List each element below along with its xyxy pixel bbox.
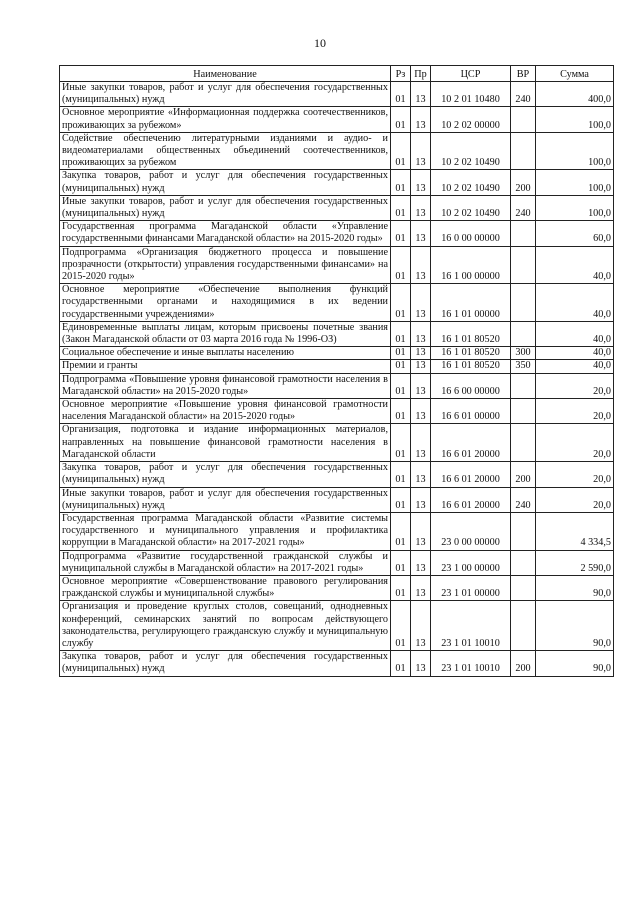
table-row: [60, 221, 614, 246]
cell-pr: 13: [411, 360, 431, 373]
cell-name: Основное мероприятие «Информационная поддержка соотечественников, проживающих за рубежом»: [60, 107, 391, 132]
cell-sum: 20,0: [536, 487, 614, 512]
cell-name: Иные закупки товаров, работ и услуг для обеспечения государственных (муниципальных) нужд: [60, 82, 391, 107]
table-row: [60, 373, 614, 398]
cell-csr: 23 1 01 10010: [431, 651, 511, 676]
cell-name: Иные закупки товаров, работ и услуг для обеспечения государственных (муниципальных) нужд: [60, 195, 391, 220]
cell-csr: 16 6 01 20000: [431, 487, 511, 512]
cell-pr: 13: [411, 221, 431, 246]
cell-vr: [511, 373, 536, 398]
table-row: [60, 132, 614, 170]
cell-name: Подпрограмма «Развитие государственной гражданской службы и муниципальной службы в Магаданской области» на 2017-2021 годы»: [60, 550, 391, 575]
cell-pr: 13: [411, 651, 431, 676]
cell-rz: 01: [391, 550, 411, 575]
table-row: [60, 487, 614, 512]
cell-vr: [511, 399, 536, 424]
cell-csr: 10 2 02 00000: [431, 107, 511, 132]
cell-rz: 01: [391, 195, 411, 220]
table-row: [60, 601, 614, 651]
cell-vr: 200: [511, 170, 536, 195]
cell-sum: 40,0: [536, 321, 614, 346]
header-pr: Пр: [411, 66, 431, 82]
cell-name: Закупка товаров, работ и услуг для обеспечения государственных (муниципальных) нужд: [60, 462, 391, 487]
cell-pr: 13: [411, 107, 431, 132]
cell-sum: 100,0: [536, 195, 614, 220]
cell-name: Государственная программа Магаданской области «Управление государственными финансами Магаданской области» на 2015-2020 годы»: [60, 221, 391, 246]
cell-rz: 01: [391, 221, 411, 246]
cell-name: Содействие обеспечению литературными изданиями и аудио- и видеоматериалами общественных объединений соотечественников, проживающих за рубежом: [60, 132, 391, 170]
cell-sum: 40,0: [536, 360, 614, 373]
cell-rz: 01: [391, 575, 411, 600]
table-row: [60, 82, 614, 107]
cell-rz: 01: [391, 107, 411, 132]
cell-vr: [511, 424, 536, 462]
cell-name: Подпрограмма «Повышение уровня финансовой грамотности населения в Магаданской области» на 2015-2020 годы»: [60, 373, 391, 398]
table-row: [60, 321, 614, 346]
cell-rz: 01: [391, 170, 411, 195]
cell-vr: [511, 512, 536, 550]
page-number: 10: [314, 36, 326, 50]
header-name: Наименование: [60, 66, 391, 82]
cell-pr: 13: [411, 170, 431, 195]
cell-name: Социальное обеспечение и иные выплаты населению: [60, 347, 391, 360]
cell-pr: 13: [411, 424, 431, 462]
cell-vr: 240: [511, 82, 536, 107]
cell-pr: 13: [411, 284, 431, 322]
cell-vr: [511, 221, 536, 246]
cell-rz: 01: [391, 284, 411, 322]
cell-csr: 10 2 01 10480: [431, 82, 511, 107]
cell-name: Закупка товаров, работ и услуг для обеспечения государственных (муниципальных) нужд: [60, 651, 391, 676]
table-row: [60, 360, 614, 373]
cell-rz: 01: [391, 132, 411, 170]
cell-rz: 01: [391, 399, 411, 424]
table-row: [60, 347, 614, 360]
cell-pr: 13: [411, 347, 431, 360]
cell-pr: 13: [411, 321, 431, 346]
table-row: [60, 575, 614, 600]
cell-csr: 16 1 00 00000: [431, 246, 511, 284]
cell-vr: [511, 246, 536, 284]
cell-vr: [511, 107, 536, 132]
cell-sum: 20,0: [536, 399, 614, 424]
cell-csr: 16 6 01 00000: [431, 399, 511, 424]
cell-vr: [511, 601, 536, 651]
table-row: [60, 170, 614, 195]
table-row: [60, 107, 614, 132]
header-vr: ВР: [511, 66, 536, 82]
cell-rz: 01: [391, 462, 411, 487]
table-row: [60, 246, 614, 284]
cell-csr: 23 1 01 00000: [431, 575, 511, 600]
cell-name: Закупка товаров, работ и услуг для обеспечения государственных (муниципальных) нужд: [60, 170, 391, 195]
table-row: [60, 651, 614, 676]
cell-sum: 90,0: [536, 651, 614, 676]
cell-vr: 200: [511, 651, 536, 676]
cell-sum: 20,0: [536, 462, 614, 487]
cell-pr: 13: [411, 512, 431, 550]
cell-csr: 16 6 00 00000: [431, 373, 511, 398]
cell-pr: 13: [411, 132, 431, 170]
cell-sum: 4 334,5: [536, 512, 614, 550]
cell-pr: 13: [411, 462, 431, 487]
cell-csr: 16 6 01 20000: [431, 424, 511, 462]
cell-rz: 01: [391, 601, 411, 651]
cell-name: Единовременные выплаты лицам, которым присвоены почетные звания (Закон Магаданской области от 03 марта 2016 года № 1996-ОЗ): [60, 321, 391, 346]
cell-pr: 13: [411, 195, 431, 220]
cell-name: Подпрограмма «Организация бюджетного процесса и повышение прозрачности (открытости) управления государственными финансами» на 2015-2020 годы»: [60, 246, 391, 284]
cell-vr: [511, 575, 536, 600]
cell-csr: 16 0 00 00000: [431, 221, 511, 246]
cell-sum: 100,0: [536, 170, 614, 195]
cell-csr: 23 0 00 00000: [431, 512, 511, 550]
table-row: [60, 195, 614, 220]
table-row: [60, 284, 614, 322]
cell-rz: 01: [391, 512, 411, 550]
cell-sum: 40,0: [536, 246, 614, 284]
cell-csr: 10 2 02 10490: [431, 195, 511, 220]
cell-pr: 13: [411, 550, 431, 575]
table-row: [60, 399, 614, 424]
table-row: [60, 550, 614, 575]
cell-rz: 01: [391, 82, 411, 107]
table-header-row: [60, 66, 614, 82]
cell-rz: 01: [391, 651, 411, 676]
cell-vr: 200: [511, 462, 536, 487]
cell-csr: 23 1 00 00000: [431, 550, 511, 575]
header-csr: ЦСР: [431, 66, 511, 82]
cell-sum: 400,0: [536, 82, 614, 107]
cell-vr: 350: [511, 360, 536, 373]
cell-csr: 16 1 01 80520: [431, 321, 511, 346]
cell-sum: 2 590,0: [536, 550, 614, 575]
cell-name: Основное мероприятие «Повышение уровня финансовой грамотности населения Магаданской области» на 2015-2020 годы»: [60, 399, 391, 424]
cell-sum: 60,0: [536, 221, 614, 246]
cell-pr: 13: [411, 246, 431, 284]
cell-name: Государственная программа Магаданской области «Развитие системы государственного и муниципального управления и профилактика коррупции в Магаданской области» на 2017-2021 годы»: [60, 512, 391, 550]
cell-pr: 13: [411, 82, 431, 107]
cell-name: Основное мероприятие «Совершенствование правового регулирования гражданской службы и муниципальной службы»: [60, 575, 391, 600]
cell-csr: 16 6 01 20000: [431, 462, 511, 487]
cell-sum: 90,0: [536, 601, 614, 651]
table-row: [60, 424, 614, 462]
cell-pr: 13: [411, 487, 431, 512]
cell-rz: 01: [391, 487, 411, 512]
cell-rz: 01: [391, 347, 411, 360]
cell-sum: 20,0: [536, 373, 614, 398]
cell-vr: 240: [511, 195, 536, 220]
table-row: [60, 462, 614, 487]
table-row: [60, 512, 614, 550]
cell-csr: 10 2 02 10490: [431, 132, 511, 170]
cell-vr: [511, 550, 536, 575]
cell-vr: 300: [511, 347, 536, 360]
cell-sum: 40,0: [536, 347, 614, 360]
cell-rz: 01: [391, 373, 411, 398]
cell-vr: [511, 321, 536, 346]
cell-name: Организация, подготовка и издание информационных материалов, направленных на повышение финансовой грамотности населения в Магаданской области: [60, 424, 391, 462]
cell-name: Иные закупки товаров, работ и услуг для обеспечения государственных (муниципальных) нужд: [60, 487, 391, 512]
cell-vr: [511, 284, 536, 322]
table-body: [60, 82, 614, 677]
cell-rz: 01: [391, 246, 411, 284]
cell-sum: 40,0: [536, 284, 614, 322]
cell-csr: 16 1 01 80520: [431, 347, 511, 360]
cell-sum: 100,0: [536, 132, 614, 170]
cell-sum: 90,0: [536, 575, 614, 600]
cell-pr: 13: [411, 399, 431, 424]
cell-sum: 20,0: [536, 424, 614, 462]
cell-csr: 10 2 02 10490: [431, 170, 511, 195]
cell-csr: 23 1 01 10010: [431, 601, 511, 651]
cell-pr: 13: [411, 601, 431, 651]
header-sum: Сумма: [536, 66, 614, 82]
cell-rz: 01: [391, 424, 411, 462]
cell-sum: 100,0: [536, 107, 614, 132]
cell-csr: 16 1 01 80520: [431, 360, 511, 373]
cell-name: Премии и гранты: [60, 360, 391, 373]
budget-table: [59, 65, 614, 677]
cell-name: Организация и проведение круглых столов, совещаний, однодневных конференций, семинарских занятий по вопросам действующего законодательства, регулирующего гражданскую службу и муниципальную службу: [60, 601, 391, 651]
header-rz: Рз: [391, 66, 411, 82]
cell-rz: 01: [391, 360, 411, 373]
cell-rz: 01: [391, 321, 411, 346]
cell-vr: [511, 132, 536, 170]
cell-pr: 13: [411, 373, 431, 398]
cell-vr: 240: [511, 487, 536, 512]
cell-csr: 16 1 01 00000: [431, 284, 511, 322]
cell-pr: 13: [411, 575, 431, 600]
cell-name: Основное мероприятие «Обеспечение выполнения функций государственными органами и находящимися в их ведении государственными учреждениями»: [60, 284, 391, 322]
